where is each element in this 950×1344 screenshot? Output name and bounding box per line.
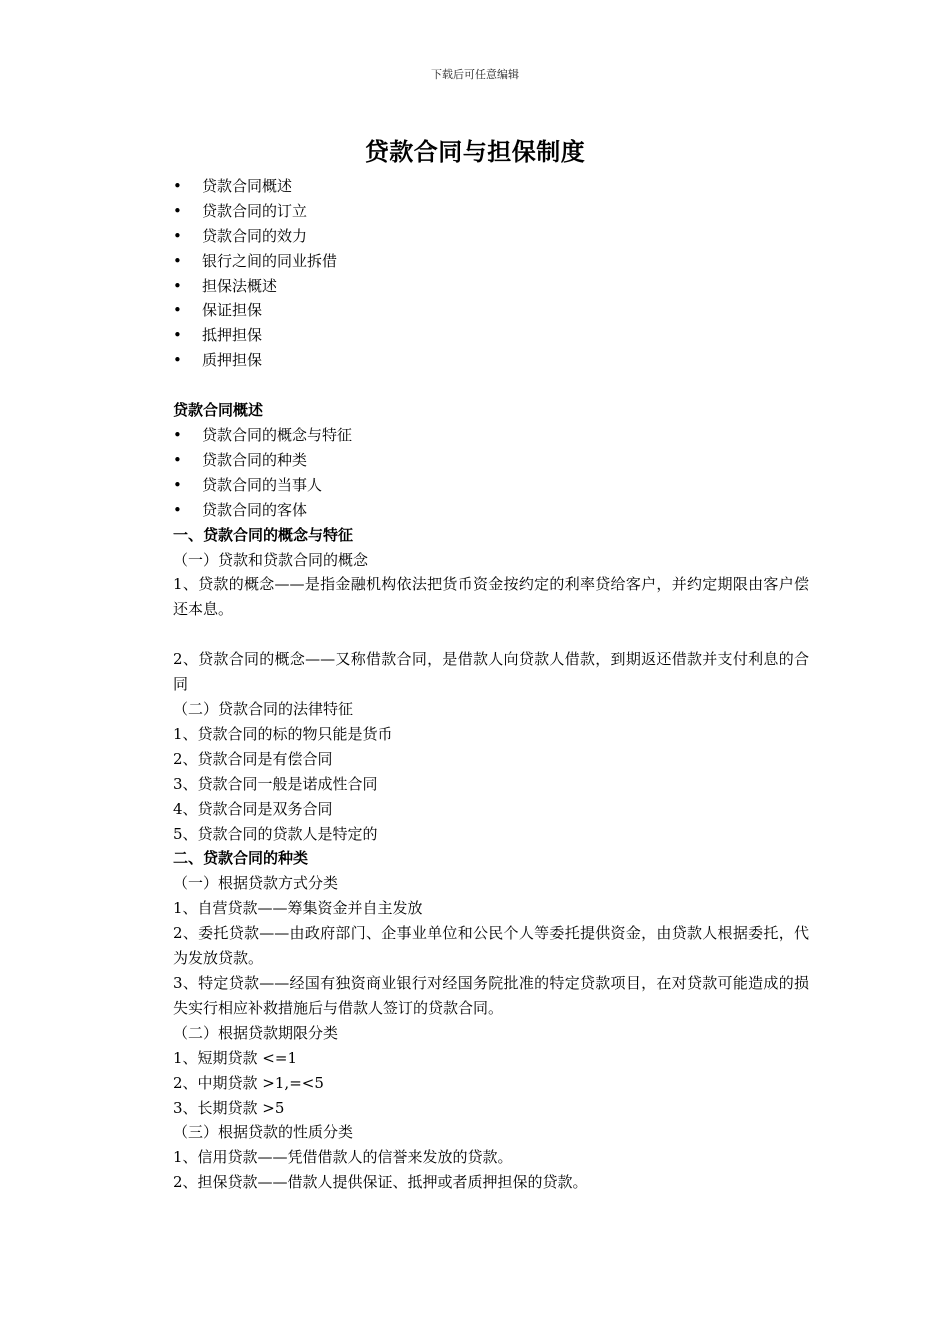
list-item: • 贷款合同的客体 [173,498,809,523]
list-item: • 贷款合同概述 [173,174,809,199]
loan-term-item: 1、短期贷款 <=1 [173,1048,297,1067]
toc-list [173,174,809,373]
bullet-icon: • [173,177,182,195]
bullet-icon: • [173,276,182,295]
subheading: （二）根据贷款期限分类 [173,1023,339,1042]
bullet-icon: • [173,251,182,270]
header-note: 下载后可任意编辑 [431,68,519,81]
paragraph-contract-concept: 2、贷款合同的概念——又称借款合同，是借款人向贷款人借款，到期返还借款并支付利息的合同 [173,650,809,694]
feature-item: 1、贷款合同的标的物只能是货币 [173,724,393,743]
section-heading-2: 二、贷款合同的种类 [173,849,309,868]
list-item: • 质押担保 [173,348,809,373]
list-item: • 保证担保 [173,298,809,323]
loan-term-item: 3、长期贷款 >5 [173,1098,285,1117]
subheading: （一）根据贷款方式分类 [173,874,339,893]
list-item: • 贷款合同的当事人 [173,473,809,498]
loan-type-item: 1、自营贷款——筹集资金并自主发放 [173,899,423,918]
loan-type-item: 3、特定贷款——经国有独资商业银行对经国务院批准的特定贷款项目，在对贷款可能造成的损失实行相应补救措施后与借款人签订的贷款合同。 [173,974,809,1017]
feature-item: 5、贷款合同的贷款人是特定的 [173,824,378,843]
subheading: （三）根据贷款的性质分类 [173,1123,354,1142]
list-item: • 贷款合同的种类 [173,448,809,473]
list-item: • 抵押担保 [173,323,809,348]
bullet-icon: • [173,351,182,370]
loan-nature-item: 2、担保贷款——借款人提供保证、抵押或者质押担保的贷款。 [173,1173,588,1192]
loan-nature-item: 1、信用贷款——凭借借款人的信誉来发放的贷款。 [173,1148,513,1167]
bullet-icon: • [173,450,182,469]
list-item: • 银行之间的同业拆借 [173,249,809,274]
bullet-icon: • [173,426,182,445]
feature-item: 4、贷款合同是双务合同 [173,799,333,818]
subheading: （二）贷款合同的法律特征 [173,700,354,719]
bullet-icon: • [173,326,182,345]
list-item: • 贷款合同的订立 [173,199,809,224]
overview-list [173,423,809,523]
list-item: • 贷款合同的效力 [173,224,809,249]
loan-type-item: 2、委托贷款——由政府部门、企事业单位和公民个人等委托提供资金，由贷款人根据委托，代为发放贷款。 [173,924,809,968]
feature-item: 2、贷款合同是有偿合同 [173,749,333,768]
list-item: • 担保法概述 [173,274,809,299]
document-title: 贷款合同与担保制度 [364,138,586,166]
overview-heading: 贷款合同概述 [173,401,264,420]
bullet-icon: • [173,475,182,494]
bullet-icon: • [173,226,182,245]
paragraph-loan-concept: 1、贷款的概念——是指金融机构依法把货币资金按约定的利率贷给客户，并约定期限由客户偿还本息。 [173,575,809,619]
loan-term-item: 2、中期贷款 >1,=<5 [173,1073,324,1092]
bullet-icon: • [173,201,182,220]
section-heading-1: 一、贷款合同的概念与特征 [173,525,354,544]
feature-item: 3、贷款合同一般是诺成性合同 [173,774,378,793]
subheading: （一）贷款和贷款合同的概念 [173,550,369,569]
list-item: • 贷款合同的概念与特征 [173,423,809,448]
document-body [173,174,809,1195]
bullet-icon: • [173,500,182,519]
bullet-icon: • [173,301,182,320]
